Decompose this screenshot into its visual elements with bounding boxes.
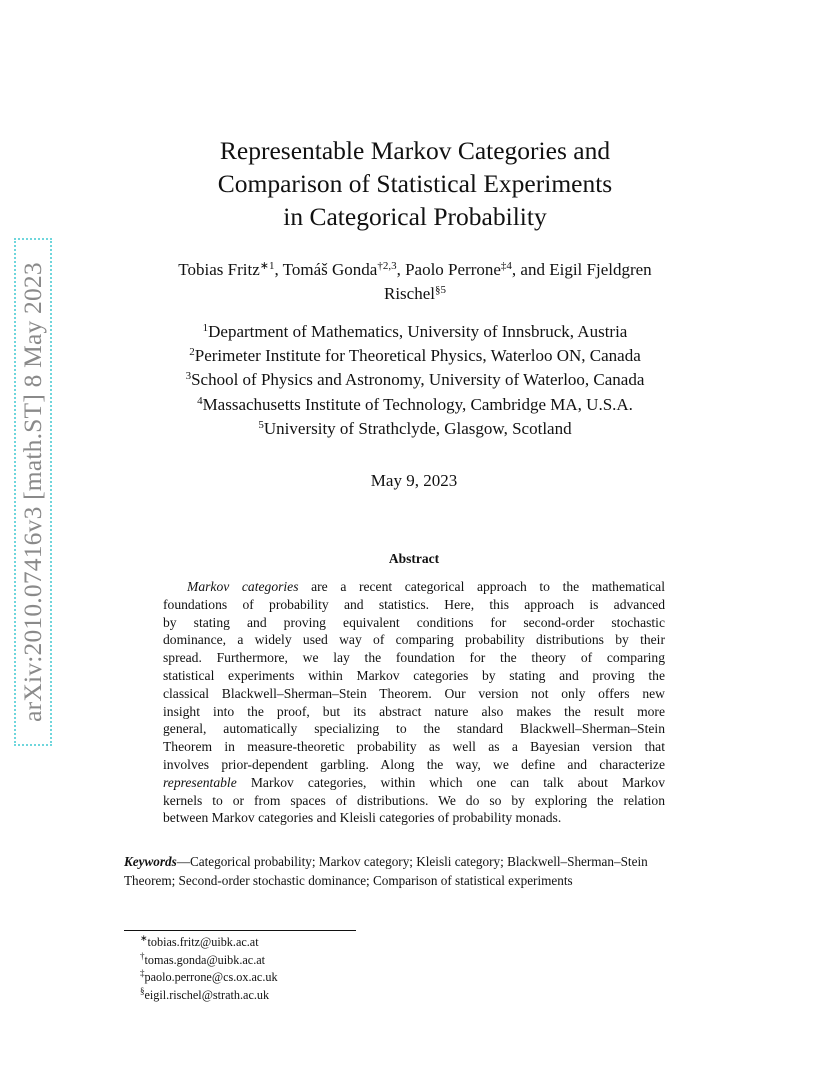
affiliation-3-text: School of Physics and Astronomy, University of Waterloo, Canada — [191, 370, 645, 390]
footnote-email[interactable]: eigil.rischel@strath.ac.uk — [144, 988, 270, 1003]
abstract-heading: Abstract — [388, 551, 440, 566]
footnote-fritz — [140, 934, 278, 952]
affiliation-4 — [100, 393, 730, 417]
affiliation-2-text: Perimeter Institute for Theoretical Physics, Waterloo ON, Canada — [194, 346, 641, 366]
abstract-line: involves prior-dependent garbling. Along the way, we define and characterize — [163, 756, 665, 772]
author-list — [110, 258, 720, 306]
affiliation-3 — [100, 368, 730, 392]
footnote-rule — [124, 930, 356, 931]
title-line-3: in Categorical Probability — [283, 202, 547, 231]
abstract-text: Markov categories, within which one can talk about Markov — [236, 774, 665, 790]
author-gonda-marks: †2,3 — [377, 260, 397, 272]
arxiv-side-stamp — [14, 238, 52, 746]
abstract-line: general, automatically specializing to the standard Blackwell–Sherman–Stein — [163, 721, 665, 737]
author-perrone: , Paolo Perrone — [396, 260, 501, 279]
paper-title — [130, 134, 700, 233]
affiliation-5 — [100, 417, 730, 441]
footnote-mark: ‡ — [140, 968, 145, 979]
keywords-text: —Categorical probability; Markov category; Kleisli category; Blackwell–Sherman–Stein — [176, 854, 648, 869]
abstract-line: by stating and proving equivalent conditions for second-order stochastic — [163, 614, 665, 630]
footnote-mark: § — [140, 986, 145, 997]
affiliation-1-number: 1 — [202, 322, 209, 334]
affiliation-2-number: 2 — [189, 346, 195, 359]
author-line-2 — [110, 282, 720, 306]
author-fritz-marks: ∗1 — [259, 260, 275, 272]
author-rischel-marks: §5 — [435, 284, 446, 296]
author-rischel-first: , and Eigil Fjeldgren — [511, 260, 652, 279]
abstract-line — [163, 578, 665, 596]
keywords-line-2: Theorem; Second-order stochastic dominance; Comparison of statistical experiments — [124, 872, 573, 888]
abstract-emphasis: Markov categories — [187, 579, 299, 594]
footnote-mark: ∗ — [140, 933, 148, 943]
footnote-perrone — [140, 969, 278, 987]
footnote-mark: † — [140, 950, 145, 961]
abstract-text: are a recent categorical approach to the mathematical — [298, 579, 665, 594]
footnote-email[interactable]: paolo.perrone@cs.ox.ac.uk — [144, 970, 278, 985]
affiliation-3-number: 3 — [185, 370, 192, 383]
footnote-gonda — [140, 952, 278, 970]
abstract-line: foundations of probability and statistics. Here, this approach is advanced — [163, 596, 665, 612]
affiliation-4-text: Massachusetts Institute of Technology, Cambridge MA, U.S.A. — [202, 394, 633, 414]
affiliation-2 — [100, 344, 730, 368]
affiliation-list — [100, 320, 730, 441]
arxiv-identifier: arXiv:2010.07416v3 [math.ST] 8 May 2023 — [18, 262, 47, 722]
abstract-line: kernels to or from spaces of distributions. We do so by exploring the relation — [163, 792, 665, 808]
affiliation-5-number: 5 — [258, 418, 264, 431]
abstract-line: insight into the proof, but its abstract nature also makes the result more — [163, 703, 665, 719]
abstract-body — [163, 578, 665, 827]
abstract-line — [163, 774, 665, 792]
footnotes — [140, 934, 278, 1005]
footnote-email[interactable]: tobias.fritz@uibk.ac.at — [147, 935, 259, 949]
abstract-line: Theorem in measure-theoretic probability as well as a Bayesian version that — [163, 739, 665, 755]
affiliation-4-number: 4 — [197, 394, 203, 407]
keywords — [124, 853, 706, 890]
abstract-line: statistical experiments within Markov categories by stating and proving the — [163, 667, 665, 683]
abstract-line: classical Blackwell–Sherman–Stein Theorem. Our version not only offers new — [163, 685, 665, 701]
footnote-email[interactable]: tomas.gonda@uibk.ac.at — [144, 952, 266, 967]
affiliation-1-text: Department of Mathematics, University of Innsbruck, Austria — [208, 322, 628, 341]
paper-date: May 9, 2023 — [370, 471, 458, 490]
abstract-line: dominance, a widely used way of comparing probability distributions by their — [163, 632, 665, 648]
author-gonda: , Tomáš Gonda — [274, 260, 378, 279]
affiliation-5-text: University of Strathclyde, Glasgow, Scotland — [263, 418, 572, 438]
abstract-line: spread. Furthermore, we lay the foundation for the theory of comparing — [163, 650, 665, 666]
footnote-rischel — [140, 987, 278, 1005]
keywords-label: Keywords — [124, 854, 177, 869]
author-rischel-last: Rischel — [384, 284, 435, 303]
abstract-emphasis: representable — [163, 774, 237, 790]
keywords-line-1 — [124, 853, 706, 872]
affiliation-1 — [100, 320, 730, 344]
title-line-2: Comparison of Statistical Experiments — [217, 169, 613, 198]
author-fritz: Tobias Fritz — [178, 260, 260, 279]
author-perrone-marks: ‡4 — [500, 260, 512, 272]
title-line-1: Representable Markov Categories and — [219, 136, 611, 165]
abstract-line: between Markov categories and Kleisli categories of probability monads. — [163, 810, 562, 826]
author-line-1 — [110, 258, 720, 282]
